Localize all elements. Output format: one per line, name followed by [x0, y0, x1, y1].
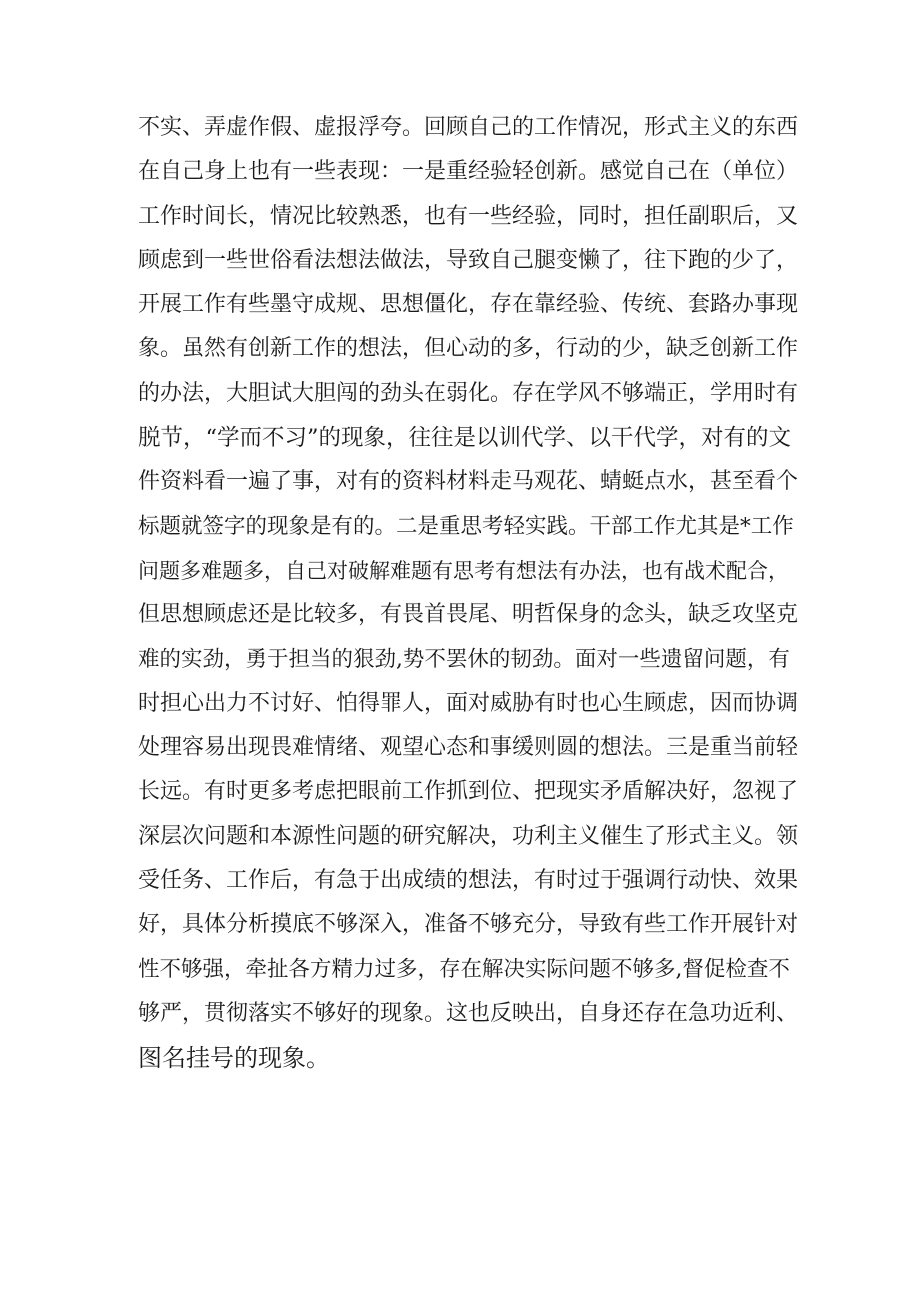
text-line: 的办法，大胆试大胆闯的劲头在弱化。存在学风不够端正，学用时有 — [138, 380, 799, 406]
text-line: 长远。有时更多考虑把眼前工作抓到位、把现实矛盾解决好，忽视了 — [138, 779, 799, 805]
text-line: 在自己身上也有一些表现：一是重经验轻创新。感觉自己在（单位） — [138, 159, 799, 185]
text-line: 不实、弄虚作假、虚报浮夸。回顾自己的工作情况，形式主义的东西 — [138, 115, 799, 140]
text-line: 够严，贯彻落实不够好的现象。这也反映出，自身还存在急功近利、 — [138, 1000, 799, 1026]
text-line: 件资料看一遍了事，对有的资料材料走马观花、蜻蜓点水，甚至看个 — [138, 469, 799, 495]
text-line: 时担心出力不讨好、怕得罪人，面对威胁有时也心生顾虑，因而协调 — [138, 690, 799, 716]
text-line: 受任务、工作后，有急于出成绩的想法，有时过于强调行动快、效果 — [138, 868, 799, 894]
text-line: 好，具体分析摸底不够深入，准备不够充分，导致有些工作开展针对 — [138, 912, 799, 938]
text-line: 开展工作有些墨守成规、思想僵化，存在靠经验、传统、套路办事现 — [138, 292, 799, 318]
text-line: 标题就签字的现象是有的。二是重思考轻实践。干部工作尤其是*工作 — [138, 513, 794, 539]
text-line: 工作时间长，情况比较熟悉，也有一些经验，同时，担任副职后，又 — [138, 203, 799, 229]
text-line: 但思想顾虑还是比较多，有畏首畏尾、明哲保身的念头，缺乏攻坚克 — [138, 602, 799, 628]
text-line: 深层次问题和本源性问题的研究解决，功利主义催生了形式主义。领 — [138, 823, 799, 849]
text-line: 象。虽然有创新工作的想法，但心动的多，行动的少，缺乏创新工作 — [138, 336, 799, 362]
text-line: 图名挂号的现象。 — [138, 1044, 330, 1073]
text-line: 顾虑到一些世俗看法想法做法，导致自己腿变懒了，往下跑的少了， — [138, 247, 799, 273]
text-line: 脱节，“学而不习”的现象，往往是以训代学、以干代学，对有的文 — [138, 425, 792, 452]
body-paragraph — [138, 106, 798, 1081]
text-line: 问题多难题多，自己对破解难题有思考有想法有办法，也有战术配合， — [138, 558, 789, 583]
text-line: 处理容易出现畏难情绪、观望心态和事缓则圆的想法。三是重当前轻 — [138, 735, 799, 761]
text-line: 性不够强，牵扯各方精力过多，存在解决实际问题不够多,督促检查不 — [138, 956, 790, 982]
text-line: 难的实劲，勇于担当的狠劲,势不罢休的韧劲。面对一些遗留问题，有 — [138, 646, 790, 672]
